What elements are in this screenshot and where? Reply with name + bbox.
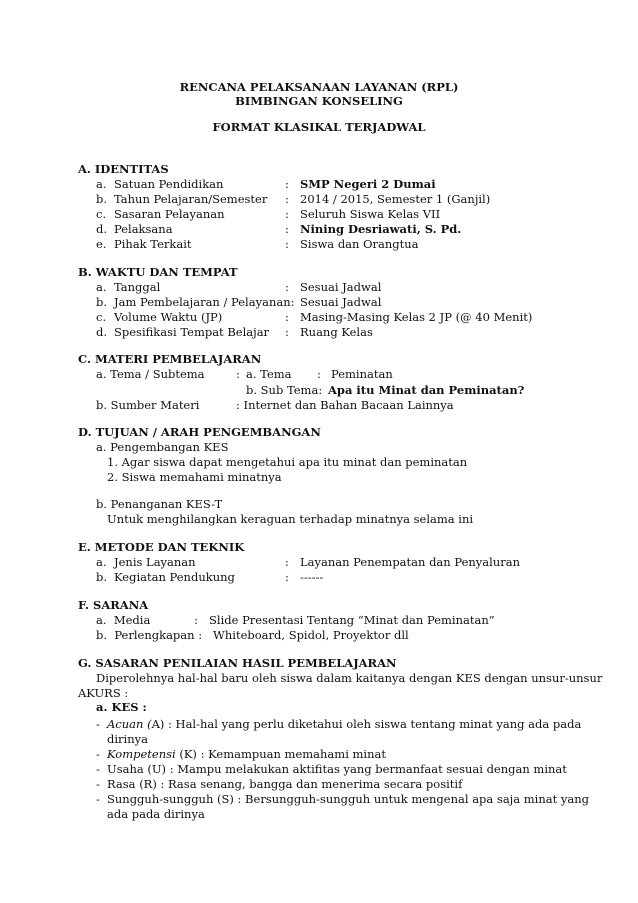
row-value: Layanan Penempatan dan Penyaluran bbox=[300, 555, 520, 569]
document-title: RENCANA PELAKSANAAN LAYANAN (RPL) bbox=[179, 80, 459, 94]
row-marker: d. bbox=[96, 325, 108, 339]
row-colon: : bbox=[285, 325, 289, 339]
list-dash: - bbox=[96, 762, 100, 776]
list-item-continuation: dirinya bbox=[107, 732, 148, 746]
row-label: Sasaran Pelayanan bbox=[114, 207, 225, 221]
row-value: 2014 / 2015, Semester 1 (Ganjil) bbox=[300, 192, 491, 206]
document-subtitle: BIMBINGAN KONSELING bbox=[235, 94, 403, 108]
row-label: Pihak Terkait bbox=[114, 237, 192, 251]
row-colon: : bbox=[285, 310, 289, 324]
list-dash: - bbox=[96, 792, 100, 806]
row-colon: : bbox=[285, 192, 289, 206]
row-value: Siswa dan Orangtua bbox=[300, 237, 419, 251]
row-label: Spesifikasi Tempat Belajar bbox=[114, 325, 270, 339]
row-colon: : bbox=[285, 222, 289, 236]
row-marker: a. bbox=[96, 555, 107, 569]
row-label: Volume Waktu (JP) bbox=[114, 310, 223, 324]
row-value: Seluruh Siswa Kelas VII bbox=[300, 207, 441, 221]
intro-line: Diperolehnya hal-hal baru oleh siswa dalam kaitanya dengan KES dengan unsur-unsur bbox=[96, 671, 603, 685]
item-text: (K) : Kemampuan memahami minat bbox=[175, 747, 386, 761]
section-c-heading: C. MATERI PEMBELAJARAN bbox=[78, 352, 262, 366]
subtema-value: Apa itu Minat dan Peminatan? bbox=[328, 383, 525, 397]
section-g-heading: G. SASARAN PENILAIAN HASIL PEMBELAJARAN bbox=[78, 656, 397, 670]
row-colon: : bbox=[285, 207, 289, 221]
kes-t-label: b. Penanganan KES-T bbox=[96, 497, 223, 511]
tema-colon: : bbox=[236, 367, 240, 381]
sumber-label: b. Sumber Materi bbox=[96, 398, 200, 412]
tema-label: a. Tema / Subtema bbox=[96, 367, 205, 381]
list-item: Sungguh-sungguh (S) : Bersungguh-sungguh untuk mengenal apa saja minat yang bbox=[107, 792, 590, 806]
term-text: Kompetensi bbox=[107, 747, 176, 761]
row-colon: : bbox=[285, 177, 289, 191]
row-colon: : bbox=[285, 237, 289, 251]
row-label: Jam Pembelajaran / Pelayanan: bbox=[114, 295, 295, 309]
row-marker: a. bbox=[96, 280, 107, 294]
row-marker: b. bbox=[96, 295, 108, 309]
section-f-heading: F. SARANA bbox=[78, 598, 149, 612]
list-dash: - bbox=[96, 717, 100, 731]
row-label: Pelaksana bbox=[114, 222, 173, 236]
intro-line: AKURS : bbox=[78, 686, 129, 700]
row-marker: c. bbox=[96, 310, 107, 324]
tema-a-label: a. Tema bbox=[246, 367, 292, 381]
row-marker: b. bbox=[96, 192, 108, 206]
list-item bbox=[107, 717, 581, 731]
kes-t-text: Untuk menghilangkan keraguan terhadap minatnya selama ini bbox=[107, 512, 474, 526]
row-label: Jenis Layanan bbox=[114, 555, 196, 569]
list-item bbox=[107, 747, 386, 761]
section-b-heading: B. WAKTU DAN TEMPAT bbox=[78, 265, 238, 279]
item-text: A) : Hal-hal yang perlu diketahui oleh siswa tentang minat yang ada pada bbox=[151, 717, 582, 731]
row-colon: : bbox=[285, 555, 289, 569]
row-value: Sesuai Jadwal bbox=[300, 280, 382, 294]
row-marker: c. bbox=[96, 207, 107, 221]
kes-heading: a. KES : bbox=[96, 700, 147, 714]
row-label: Kegiatan Pendukung bbox=[114, 570, 235, 584]
row-colon: : bbox=[285, 570, 289, 584]
section-e-heading: E. METODE DAN TEKNIK bbox=[78, 540, 245, 554]
row-marker: a. bbox=[96, 177, 107, 191]
document-format: FORMAT KLASIKAL TERJADWAL bbox=[212, 120, 426, 134]
row-marker: b. bbox=[96, 570, 108, 584]
tema-a-colon: : bbox=[317, 367, 321, 381]
list-dash: - bbox=[96, 777, 100, 791]
row-value: Sesuai Jadwal bbox=[300, 295, 382, 309]
media-line: a. Media : Slide Presentasi Tentang “Minat dan Peminatan” bbox=[96, 613, 495, 627]
list-item: Usaha (U) : Mampu melakukan aktifitas yang bermanfaat sesuai dengan minat bbox=[107, 762, 567, 776]
section-d-heading: D. TUJUAN / ARAH PENGEMBANGAN bbox=[78, 425, 321, 439]
term-text: Acuan ( bbox=[107, 717, 152, 731]
row-value: Nining Desriawati, S. Pd. bbox=[300, 222, 462, 236]
section-a-heading: A. IDENTITAS bbox=[78, 162, 169, 176]
list-item-continuation: ada pada dirinya bbox=[107, 807, 205, 821]
row-colon: : bbox=[285, 280, 289, 294]
row-label: Tahun Pelajaran/Semester bbox=[114, 192, 268, 206]
subtema-label: b. Sub Tema: bbox=[246, 383, 323, 397]
sumber-value: : Internet dan Bahan Bacaan Lainnya bbox=[236, 398, 454, 412]
list-dash: - bbox=[96, 747, 100, 761]
kes-development-label: a. Pengembangan KES bbox=[96, 440, 229, 454]
list-item: 2. Siswa memahami minatnya bbox=[107, 470, 282, 484]
row-marker: e. bbox=[96, 237, 107, 251]
row-marker: d. bbox=[96, 222, 108, 236]
row-value: SMP Negeri 2 Dumai bbox=[300, 177, 436, 191]
row-label: Tanggal bbox=[114, 280, 161, 294]
row-value: ------ bbox=[300, 570, 324, 584]
perlengkapan-line: b. Perlengkapan : Whiteboard, Spidol, Proyektor dll bbox=[96, 628, 409, 642]
tema-a-value: Peminatan bbox=[331, 367, 393, 381]
list-item: Rasa (R) : Rasa senang, bangga dan menerima secara positif bbox=[107, 777, 463, 791]
row-label: Satuan Pendidikan bbox=[114, 177, 224, 191]
row-value: Ruang Kelas bbox=[300, 325, 373, 339]
list-item: 1. Agar siswa dapat mengetahui apa itu minat dan peminatan bbox=[107, 455, 468, 469]
row-value: Masing-Masing Kelas 2 JP (@ 40 Menit) bbox=[300, 310, 533, 324]
